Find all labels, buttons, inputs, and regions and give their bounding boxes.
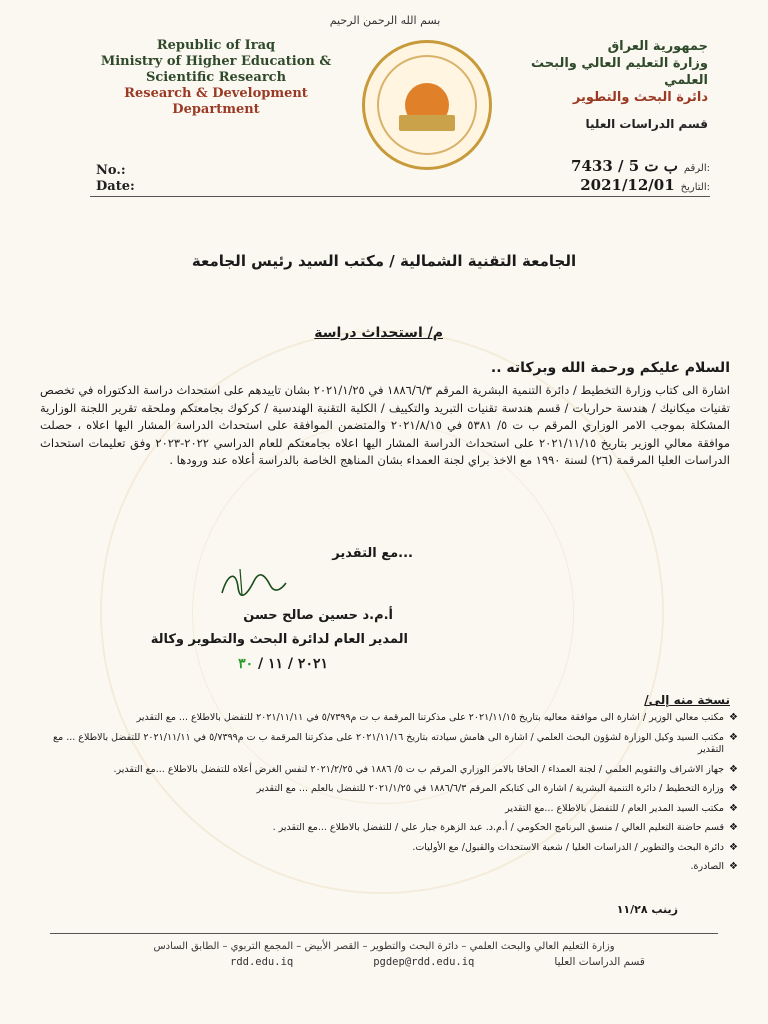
header-ar-line3: دائرة البحث والتطوير [572, 90, 708, 105]
recipient: الجامعة التقنية الشمالية / مكتب السيد رئيس الجامعة [191, 252, 577, 270]
footer-contacts [230, 956, 645, 968]
reference-number: ب ت 5 / 7433 [571, 157, 678, 175]
footer-address: وزارة التعليم العالي والبحث العلمي – دائرة البحث والتطوير – القصر الأبيض – المجمع التربوي – الطابق السادس [153, 941, 615, 952]
footer-divider [50, 933, 718, 934]
header-en-line4: Research & Development [124, 86, 308, 101]
diamond-bullet-icon: ❖ [729, 841, 738, 853]
header-ar-line2: وزارة التعليم العالي والبحث العلمي [531, 56, 708, 88]
header-en-line2: Ministry of Higher Education & [100, 54, 332, 69]
date-label: Date: [96, 179, 135, 194]
copies-title: نسخة منه إلى/ [644, 693, 730, 707]
book-icon [399, 115, 455, 131]
list-item: ❖ الصادرة. [690, 861, 738, 872]
diamond-bullet-icon: ❖ [729, 802, 738, 814]
header-en-line1: Republic of Iraq [156, 38, 276, 53]
number-label-ar: الرقم: [683, 163, 710, 174]
greeting: السلام عليكم ورحمة الله وبركاته .. [490, 360, 730, 376]
signatory-name: أ.م.د حسين صالح حسن [243, 608, 393, 623]
footer-website: rdd.edu.iq [230, 956, 294, 968]
letter-body: اشارة الى كتاب وزارة التخطيط / دائرة التنمية البشرية المرقم ١٨٨٦/٦/٣ في ٢٠٢١/١/٢٥ بشان تاييدهم على استحداث دراسة الدكتوراه في تخصص تقنيات ميكانيك / هندسة حراريات / قسم هندسة تقنيات التبريد والتكييف / الكلية التقنية الهندسية / كركوك بجامعتكم وملحقه تقرير اللجنة الوزارية المشكلة بموجب الامر الوزاري المرقم ب ت ٥/ ٥٣٨١ في ٢٠٢١/٨/١٥ والمتضمن الموافقة على استحداث الدراسة المشار اليها اعلاه ، حصلت موافقة معالي الوزير بتاريخ ٢٠٢١/١١/١٥ على استحداث الدراسة المشار اليها اعلاه بجامعتكم للعام الدراسي ٢٠٢٢-٢٠٢٣ وفق تعليمات استحداث الدراسات العليا المرقمة (٢٦) لسنة ١٩٩٠ مع الاخذ براي لجنة العمداء بشان المناهج الخاصة بالدراسة أعلاه عند ورودها . [40, 383, 730, 467]
date-label-ar: التاريخ: [680, 182, 710, 193]
header-arabic [488, 38, 708, 133]
signature-date [238, 656, 328, 672]
list-item: ❖ جهاز الاشراف والتقويم العلمي / لجنة العمداء / الحاقا بالامر الوزاري المرقم ب ت ٥/ ١٨٨٦ في ٢٠٢١/٢/٢٥ لنفس الغرض أعلاه للتفضل بالاطلاع ...مع التقدير. [113, 763, 738, 775]
header-ar-dept: قسم الدراسات العليا [585, 117, 708, 131]
signature-date-main: ٢٠٢١ / ١١ / [253, 656, 328, 672]
diamond-bullet-icon: ❖ [729, 783, 738, 794]
header-divider [90, 196, 710, 197]
subject: م/ استحداث دراسة [314, 325, 443, 341]
no-label: No.: [96, 163, 126, 178]
list-item: ❖ وزارة التخطيط / دائرة التنمية البشرية / اشارة الى كتابكم المرقم ١٨٨٦/٦/٣ في ٢٠٢١/١/٢٥ للتفضل بالعلم ... مع التقدير [256, 783, 738, 794]
header-en-line3: Scientific Research [145, 70, 287, 85]
meta-arabic [571, 158, 710, 196]
letter-date: 2021/12/01 [580, 176, 675, 194]
handwritten-signature [218, 563, 288, 603]
signatory-title: المدير العام لدائرة البحث والتطوير وكالة [150, 632, 408, 647]
list-item: ❖ دائرة البحث والتطوير / الدراسات العليا / شعبة الاستحداث والقبول/ مع الأوليات. [412, 841, 738, 853]
diamond-bullet-icon: ❖ [729, 712, 738, 723]
basmala: بسم الله الرحمن الرحيم [329, 14, 441, 27]
footer-dept: قسم الدراسات العليا [554, 956, 645, 968]
header-ar-line1: جمهورية العراق [607, 39, 708, 54]
list-item: ❖ مكتب معالي الوزير / اشارة الى موافقة معاليه بتاريخ ٢٠٢١/١١/١٥ على مذكرتنا المرقمة ب ت م٥/٧٣٩٩ في ٢٠٢١/١١/١١ للتفضل بالاطلاع ... مع التقدير [136, 712, 738, 723]
list-item: ❖ مكتب السيد المدير العام / للتفضل بالاطلاع ...مع التقدير [505, 802, 738, 814]
signature-date-day: ٣٠ [238, 656, 254, 672]
diamond-bullet-icon: ❖ [729, 822, 738, 833]
list-item: ❖ مكتب السيد وكيل الوزارة لشؤون البحث العلمي / اشارة الى هامش سيادته بتاريخ ٢٠٢١/١١/١٦ على مذكرتنا المرقمة ب ت م٥/٧٣٩٩ في ٢٠٢١/١١/١١ للتفضل بالاطلاع ... مع التقدير [53, 731, 738, 755]
typist-initials: زينب ١١/٢٨ [616, 903, 678, 916]
header-english [96, 38, 336, 118]
closing: ...مع التقدير [332, 546, 413, 561]
ministry-logo [362, 40, 492, 170]
diamond-bullet-icon: ❖ [729, 731, 738, 743]
copies-list [40, 712, 738, 881]
list-item: ❖ قسم حاضنة التعليم العالي / منسق البرنامج الحكومي / أ.م.د. عبد الزهرة جبار علي / للتفضل بالاطلاع ...مع التقدير . [272, 822, 738, 833]
header-en-line5: Department [172, 102, 260, 117]
diamond-bullet-icon: ❖ [729, 861, 738, 872]
footer-email: pgdep@rdd.edu.iq [373, 956, 475, 968]
diamond-bullet-icon: ❖ [729, 763, 738, 775]
meta-english [96, 163, 135, 195]
